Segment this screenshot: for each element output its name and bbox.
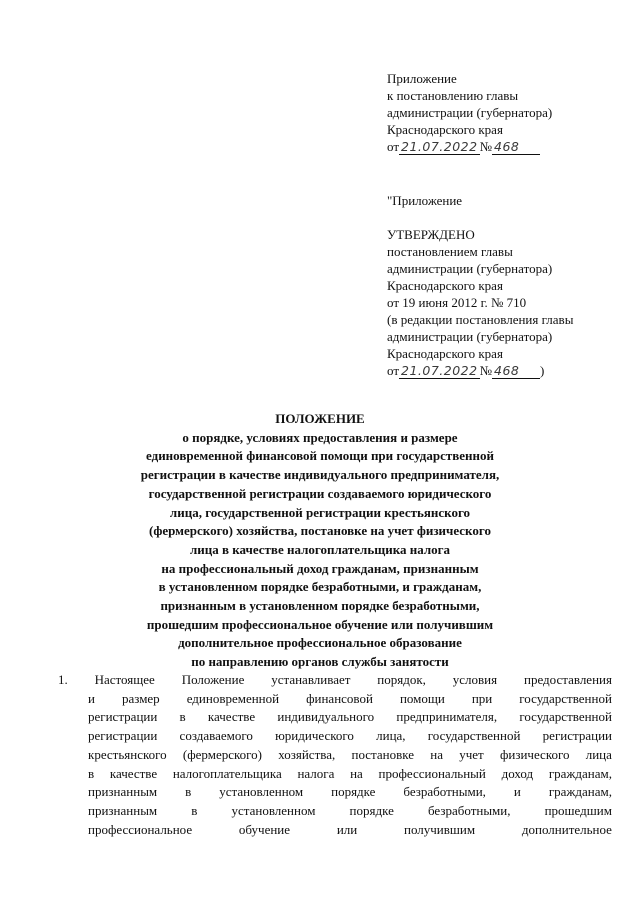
body-word: профессиональное: [88, 821, 193, 837]
body-word: прошедшим: [544, 802, 612, 818]
annex-header-line: Краснодарского края: [387, 122, 503, 137]
body-word: финансовой: [306, 690, 373, 706]
handwritten-date: 21.07.2022: [401, 139, 478, 154]
body-word: на: [430, 746, 443, 762]
title-line: на профессиональный доход гражданам, признанным: [161, 560, 479, 576]
body-word: при: [471, 690, 493, 706]
annex-header-line: к постановлению главы: [387, 88, 519, 103]
body-word: лица: [585, 746, 612, 762]
approval-line: администрации (губернатора): [387, 261, 553, 276]
title-line: единовременной финансовой помощи при государственной: [146, 448, 494, 464]
body-word: размер: [121, 690, 160, 706]
title-line: прошедшим профессиональное обучение или получившим: [146, 616, 494, 632]
body-word: на: [350, 765, 363, 781]
body-word: учет: [459, 746, 484, 762]
title-line: ПОЛОЖЕНИЕ: [275, 411, 365, 426]
body-word: регистрации: [542, 728, 612, 744]
body-word: в: [179, 709, 186, 725]
body-word: 1.: [58, 672, 68, 687]
approval-heading: "Приложение: [387, 193, 463, 208]
body-word: качестве: [109, 765, 158, 781]
body-word: лица,: [376, 728, 406, 744]
body-word: регистрации: [88, 709, 158, 725]
document-title: [110, 410, 530, 672]
body-word: юридического: [275, 728, 354, 744]
body-word: налогоплательщика: [172, 765, 282, 781]
body-word: физического: [499, 746, 570, 762]
body-word: и: [88, 690, 95, 706]
body-word: качестве: [207, 709, 256, 725]
body-word: в: [185, 784, 192, 800]
title-line: лица, государственной регистрации крестьянского: [169, 504, 471, 520]
annex-date-number: [387, 138, 627, 155]
body-word: крестьянского: [88, 746, 167, 762]
handwritten-number: 468: [492, 140, 540, 155]
approval-date-number: [387, 362, 627, 379]
body-word: государственной: [427, 728, 521, 744]
body-word: или: [336, 821, 358, 837]
approval-line: УТВЕРЖДЕНО: [387, 227, 475, 242]
body-word: постановке: [351, 746, 415, 762]
body-word: налога: [297, 765, 335, 781]
title-line: признанным в установленном порядке безработными,: [160, 598, 480, 614]
body-word: обучение: [238, 821, 291, 837]
body-word: устанавливает: [271, 672, 351, 687]
body-word: индивидуального: [277, 709, 375, 725]
body-word: порядке: [331, 784, 376, 800]
body-word: дополнительное: [521, 821, 612, 837]
body-word: единовременной: [186, 690, 280, 706]
body-word: предпринимателя,: [396, 709, 498, 725]
approval-line: постановлением главы: [387, 244, 513, 259]
number-sign: №: [479, 139, 492, 154]
body-word: гражданам,: [548, 784, 612, 800]
title-line: лица в качестве налогоплательщика налога: [189, 541, 451, 557]
closing-paren: ): [540, 363, 545, 378]
number-sign: №: [479, 363, 492, 378]
body-word: профессиональный: [378, 765, 486, 781]
title-line: регистрации в качестве индивидуального предпринимателя,: [140, 467, 500, 483]
handwritten-number: 468: [492, 364, 540, 379]
body-word: в: [191, 802, 198, 818]
body-word: безработными,: [403, 784, 486, 800]
body-word: государственной: [519, 690, 612, 706]
body-word: создаваемого: [179, 728, 253, 744]
body-word: признанным: [88, 784, 158, 800]
body-word: государственной: [519, 709, 612, 725]
body-word: предоставления: [523, 672, 612, 687]
body-word: в: [88, 765, 95, 781]
body-word: признанным: [88, 802, 158, 818]
body-word: Настоящее: [94, 672, 155, 687]
annex-header-line: Приложение: [387, 71, 457, 86]
approval-line: от 19 июня 2012 г. № 710: [387, 295, 527, 310]
body-line: [88, 802, 612, 821]
title-line: в установленном порядке безработными, и гражданам,: [158, 579, 482, 595]
date-prefix: от: [387, 363, 400, 378]
spacer: [387, 209, 627, 226]
body-word: гражданам,: [548, 765, 612, 781]
title-line: о порядке, условиях предоставления и размере: [182, 429, 458, 445]
body-line: [88, 727, 612, 746]
body-paragraph: [58, 671, 612, 839]
body-word: регистрации: [88, 728, 158, 744]
title-line: дополнительное профессиональное образование: [178, 635, 462, 651]
approval-line: (в редакции постановления главы: [387, 312, 574, 327]
body-word: и: [513, 784, 521, 800]
body-word: хозяйства,: [278, 746, 336, 762]
body-line: [58, 671, 612, 690]
approval-line: Краснодарского края: [387, 346, 503, 361]
approval-line: администрации (губернатора): [387, 329, 553, 344]
body-line: [88, 746, 612, 765]
annex-header: [387, 70, 627, 155]
body-line: [88, 765, 612, 784]
approval-block: [387, 192, 627, 379]
body-word: установленном: [231, 802, 316, 818]
date-prefix: от: [387, 139, 400, 154]
body-line: [88, 708, 612, 727]
title-line: (фермерского) хозяйства, постановке на учет физического: [149, 523, 491, 539]
approval-line: Краснодарского края: [387, 278, 503, 293]
body-word: (фермерского): [182, 746, 262, 762]
body-line: [88, 783, 612, 802]
annex-header-line: администрации (губернатора): [387, 105, 553, 120]
body-word: установленном: [219, 784, 304, 800]
body-word: получившим: [404, 821, 476, 837]
body-word: Положение: [181, 672, 245, 687]
body-word: доход: [501, 765, 534, 781]
body-word: помощи: [399, 690, 445, 706]
title-line: государственной регистрации создаваемого юридического: [148, 485, 492, 501]
body-word: порядок,: [377, 672, 426, 687]
title-line: по направлению органов службы занятости: [191, 654, 449, 670]
body-word: условия: [452, 672, 498, 687]
handwritten-date: 21.07.2022: [401, 363, 478, 378]
body-word: порядке: [349, 802, 394, 818]
body-word: безработными,: [427, 802, 511, 818]
body-line: [88, 821, 612, 840]
body-line: [88, 690, 612, 709]
